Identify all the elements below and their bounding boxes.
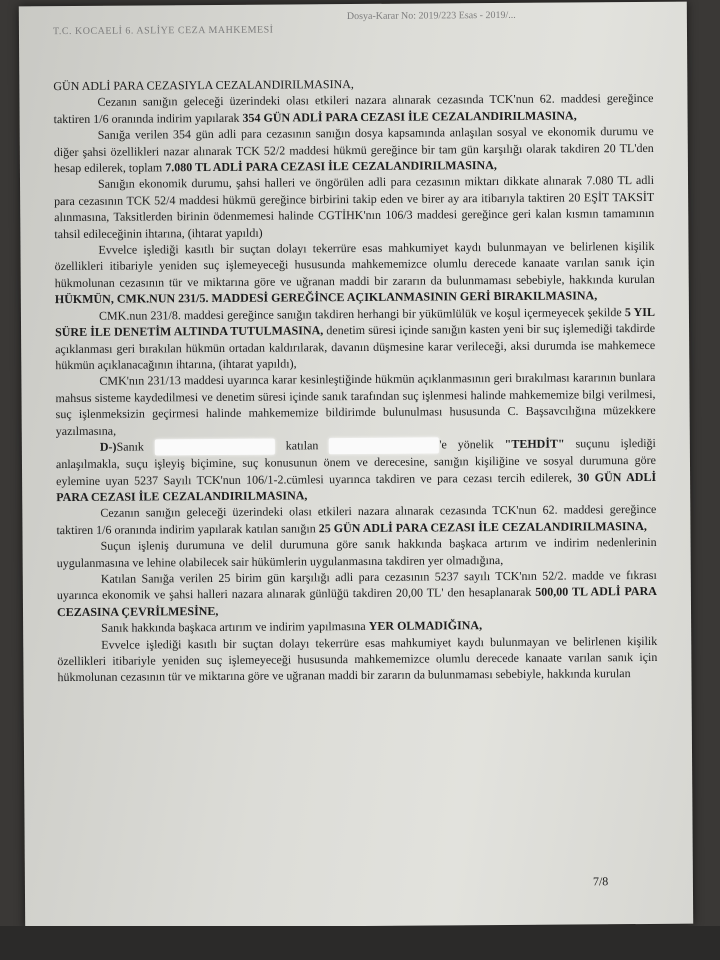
bold-text: HÜKMÜN, CMK.NUN 231/5. MADDESİ GEREĞİNCE AÇIKLANMASININ GERİ BIRAKILMASINA, [54, 288, 598, 307]
bold-text: 30 GÜN ADLİ PARA CEZASI İLE CEZALANDIRILMASINA, [56, 469, 657, 505]
paragraph [56, 501, 656, 538]
redaction-box [329, 438, 439, 455]
paragraph [53, 90, 653, 127]
bold-text: 25 GÜN ADLİ PARA CEZASI İLE CEZALANDIRILMASINA, [318, 518, 647, 536]
paragraph [54, 238, 654, 308]
text-segment: Sanığa verilen 354 gün adli para cezasının sanığın dosya kapsamında anlaşılan sosyal ve ekonomik durumu ve diğer şahsi özellikleri nazar alınarak TCK 52/2 maddesi hükmü gereğince bir tam gün karşılığı olarak takdiren 20 TL'den hesap edilerek, toplam [53, 124, 654, 176]
bold-text: 5 YIL SÜRE İLE DENETİM ALTINDA TUTULMASINA, [55, 304, 655, 340]
text-segment: denetim süresi içinde sanığın kasten yeni bir suç işlemediği takdirde açıklanması geri bırakılan hükmün ortadan kaldırılarak, davanın düşmesine karar verileceği, aksi durumda ise mahkemece hükmün açıklanacağının ihtarına, (ihtarat yapıldı), [55, 321, 656, 373]
paragraph [57, 633, 657, 686]
text-segment: CMK.nun 231/8. maddesi gereğince sanığın takdiren herhangi bir yükümlülük ve koşul içermeyecek şekilde [98, 304, 625, 323]
text-segment: Cezanın sanığın geleceği üzerindeki olası etkileri nazara alınarak cezasında TCK'nun 62. maddesi gereğince taktiren 1/6 oranında indirim yapılarak katılan sanığın [56, 502, 657, 537]
court-header: T.C. KOCAELİ 6. ASLİYE CEZA MAHKEMESİ [52, 24, 274, 38]
paragraph [55, 369, 655, 439]
text-segment: Sanık hakkında başkaca artırım ve indirim yapılmasına [101, 619, 369, 636]
bold-text: "TEHDİT" [504, 436, 565, 451]
text-segment: Suçun işleniş durumuna ve delil durumuna göre sanık hakkında başkaca artırım ve indirim nedenlerinin uygulanmasına ve lehine olabilecek sair hükümlerin uygulanmasına takdiren yer olmadığına, [56, 535, 657, 570]
page-number: 7/8 [592, 874, 609, 889]
bold-text: 500,00 TL ADLİ PARA CEZASINA ÇEVRİLMESİNE, [56, 584, 657, 619]
text-segment: Evvelce işlediği kasıtlı bir suçtan dolayı tekerrüre esas mahkumiyet kaydı bulunmayan ve belirlenen kişilik özellikleri itibariyle yeniden suç işlemeyeceği hususunda mahkememizce olumlu derecede kanaate varılan sanık için hükmolunan cezasının tür ve miktarına göre ve uğranan maddi bir zararın da bulunmaması sebebiyle, hakkında kurulan [54, 238, 655, 290]
file-number-header: Dosya-Karar No: 2019/223 Esas - 2019/... [346, 9, 516, 23]
text-segment: Sanık [116, 439, 155, 454]
text-segment: Sanığın ekonomik durumu, şahsi halleri ve öngörülen adli para cezasının miktarı dikkate alınarak 7.080 TL adli para cezasının TCK 52/4 maddesi hükmü gereğince birbirini takip eden ve birer ay ara itibarıyla taktiren 20 EŞİT TAKSİT alınmasına, Taksitlerden birinin ödenmemesi halinde CGTİHK'nın 106/3 maddesi gereğince geri kalan kısmın tamamının tahsil edileceğinin ihtarına, (ihtarat yapıldı) [54, 173, 655, 241]
paragraph [54, 172, 654, 242]
bold-text: 354 GÜN ADLİ PARA CEZASI İLE CEZALANDIRILMASINA, [242, 108, 577, 125]
redaction-box [155, 439, 275, 456]
text-segment: GÜN ADLİ PARA CEZASIYLA CEZALANDIRILMASINA, [53, 77, 354, 94]
text-segment: suçunu işlediği anlaşılmakla, suçu işleyiş biçimine, suç konusunun önem ve derecesine, sanığın kişiliğine ve sosyal durumuna göre eylemine uyan 5237 Sayılı TCK'nun 106/1-2.cümlesi uyarınca takdiren ve para cezası tercih edilerek, [55, 435, 657, 488]
paragraph [57, 567, 657, 620]
text-segment: Cezanın sanığın geleceği üzerindeki olası etkileri nazara alınarak cezasında TCK'nun 62. maddesi gereğince taktiren 1/6 oranında indirim yapılarak [53, 91, 654, 126]
text-segment: Evvelce işlediği kasıtlı bir suçtan dolayı tekerrüre esas mahkumiyet kaydı bulunmayan ve belirlenen kişilik özellikleri itibariyle yeniden suç işlemeyeceği hususunda mahkememizce olumlu derecede kanaate varılan sanık için hükmolunan cezasının tür ve miktarına göre ve uğranan maddi bir zararın da bulunmaması sebebiyle, hakkında kurulan [57, 633, 658, 685]
text-segment: Katılan Sanığa verilen 25 birim gün karşılığı adli para cezasının 5237 sayılı TCK'nın 52/2. madde ve fıkrası uyarınca ekonomik ve şahsi halleri nazara alınarak günlüğü takdiren 20,00 TL' den hesaplanarak [56, 567, 657, 603]
text-segment: 'e yönelik [439, 436, 505, 452]
paragraph [56, 435, 656, 506]
paragraph [55, 304, 655, 374]
paragraph [54, 123, 654, 176]
photo-background [0, 926, 720, 960]
paragraph [57, 534, 657, 571]
bold-text: D-) [99, 439, 117, 454]
document-body [53, 74, 657, 686]
bold-text: YER OLMADIĞINA, [368, 618, 483, 634]
document-page [19, 2, 693, 929]
bold-text: 7.080 TL ADLİ PARA CEZASI İLE CEZALANDIRILMASINA, [165, 158, 497, 175]
text-segment: katılan [274, 438, 330, 453]
text-segment: CMK'nın 231/13 maddesi uyarınca karar kesinleştiğinde hükmün açıklanmasının geri bırakılması kararının bunlara mahsus sisteme kaydedilmesi ve denetim süresi içinde sanık tarafından suç işlenmesi halinde mahkememize bilgi verilmesi, suç işlenmeksizin geçirmesi halinde mahkememize bildirimde bulunulması hususunda C. Başsavcılığına müzekkere yazılmasına, [55, 370, 656, 438]
